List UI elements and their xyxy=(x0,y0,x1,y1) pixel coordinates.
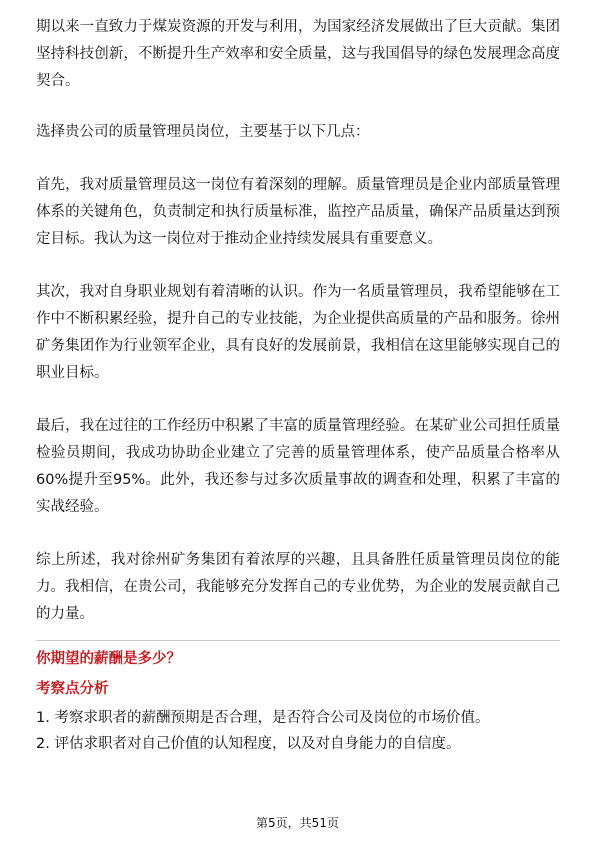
interview-question: 你期望的薪酬是多少？ xyxy=(36,651,181,667)
analysis-heading: 考察点分析 xyxy=(36,681,109,697)
analysis-point: 2. 评估求职者对自己价值的认知程度，以及对自身能力的自信度。 xyxy=(36,736,461,752)
paragraph-conclusion: 综上所述，我对徐州矿务集团有着浓厚的兴趣，且具备胜任质量管理员岗位的能力。我相信，在贵公司，我能够充分发挥自己的专业优势，为企业的发展贡献自己的力量。 xyxy=(36,552,560,622)
page-number: 第5页，共51页 xyxy=(256,816,339,830)
document-body xyxy=(36,14,560,757)
paragraph-reasons-lead: 选择贵公司的质量管理员岗位，主要基于以下几点： xyxy=(36,124,370,140)
analysis-point: 1. 考察求职者的薪酬预期是否合理，是否符合公司及岗位的市场价值。 xyxy=(36,710,490,726)
paragraph-first-reason: 首先，我对质量管理员这一岗位有着深刻的理解。质量管理员是企业内部质量管理体系的关键角色，负责制定和执行质量标准，监控产品质量，确保产品质量达到预定目标。我认为这一岗位对于推动企业持续发展具有重要意义。 xyxy=(36,177,560,247)
paragraph-third-reason: 最后，我在过往的工作经历中积累了丰富的质量管理经验。在某矿业公司担任质量检验员期间，我成功协助企业建立了完善的质量管理体系，使产品质量合格率从60%提升至95%。此外，我还参与过多次质量事故的调查和处理，积累了丰富的实战经验。 xyxy=(36,418,560,515)
paragraph-second-reason: 其次，我对自身职业规划有着清晰的认识。作为一名质量管理员，我希望能够在工作中不断积累经验，提升自己的专业技能，为企业提供高质量的产品和服务。徐州矿务集团作为行业领军企业，具有良好的发展前景，我相信在这里能够实现自己的职业目标。 xyxy=(36,284,560,381)
section-divider xyxy=(36,640,560,641)
paragraph-intro: 期以来一直致力于煤炭资源的开发与利用，为国家经济发展做出了巨大贡献。集团坚持科技创新，不断提升生产效率和安全质量，这与我国倡导的绿色发展理念高度契合。 xyxy=(36,19,560,89)
